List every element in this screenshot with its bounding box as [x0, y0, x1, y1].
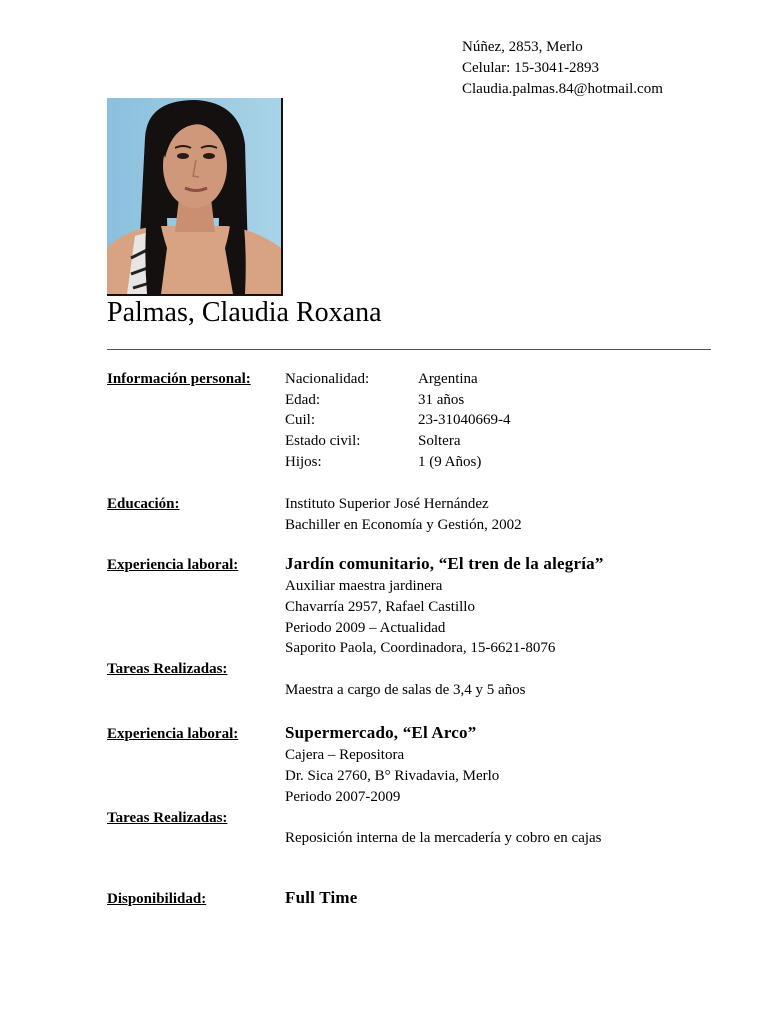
contact-address: Núñez, 2853, Merlo: [462, 39, 583, 55]
experience-company: Supermercado, “El Arco”: [285, 723, 477, 742]
portrait-illustration: [107, 98, 281, 294]
experience-tasks: Maestra a cargo de salas de 3,4 y 5 años: [285, 682, 526, 698]
experience-line: Periodo 2009 – Actualidad: [285, 620, 446, 636]
experience-tasks: Reposición interna de la mercadería y cobro en cajas: [285, 830, 602, 846]
personal-value: 23-31040669-4: [418, 412, 511, 428]
experience-line: Dr. Sica 2760, B° Rivadavia, Merlo: [285, 768, 500, 784]
experience-line: Auxiliar maestra jardinera: [285, 578, 443, 594]
experience-line: Saporito Paola, Coordinadora, 15-6621-8076: [285, 640, 556, 656]
divider: [107, 349, 711, 350]
personal-key: Cuil:: [285, 412, 316, 428]
contact-phone: Celular: 15-3041-2893: [462, 60, 600, 76]
full-name: Palmas, Claudia Roxana: [107, 297, 382, 328]
section-label-personal: Información personal:: [107, 371, 251, 387]
section-label-experience: Experiencia laboral:: [107, 726, 239, 742]
personal-value: 31 años: [418, 392, 465, 408]
section-label-experience: Experiencia laboral:: [107, 557, 239, 573]
education-line: Instituto Superior José Hernández: [285, 496, 489, 512]
personal-key: Hijos:: [285, 454, 322, 470]
section-label-availability: Disponibilidad:: [107, 891, 207, 907]
personal-key: Nacionalidad:: [285, 371, 370, 387]
section-label-tasks: Tareas Realizadas:: [107, 810, 228, 826]
contact-block: [462, 37, 663, 100]
personal-key: Estado civil:: [285, 433, 361, 449]
personal-key: Edad:: [285, 392, 320, 408]
section-label-education: Educación:: [107, 496, 180, 512]
profile-photo: [107, 98, 283, 296]
experience-line: Cajera – Repositora: [285, 747, 405, 763]
experience-line: Periodo 2007-2009: [285, 789, 401, 805]
personal-value: Argentina: [418, 371, 478, 387]
contact-email: Claudia.palmas.84@hotmail.com: [462, 81, 663, 97]
experience-line: Chavarría 2957, Rafael Castillo: [285, 599, 475, 615]
education-line: Bachiller en Economía y Gestión, 2002: [285, 517, 522, 533]
availability-value: Full Time: [285, 888, 358, 907]
experience-company: Jardín comunitario, “El tren de la alegría”: [285, 554, 604, 573]
section-label-tasks: Tareas Realizadas:: [107, 661, 228, 677]
personal-value: 1 (9 Años): [418, 454, 482, 470]
personal-value: Soltera: [418, 433, 461, 449]
